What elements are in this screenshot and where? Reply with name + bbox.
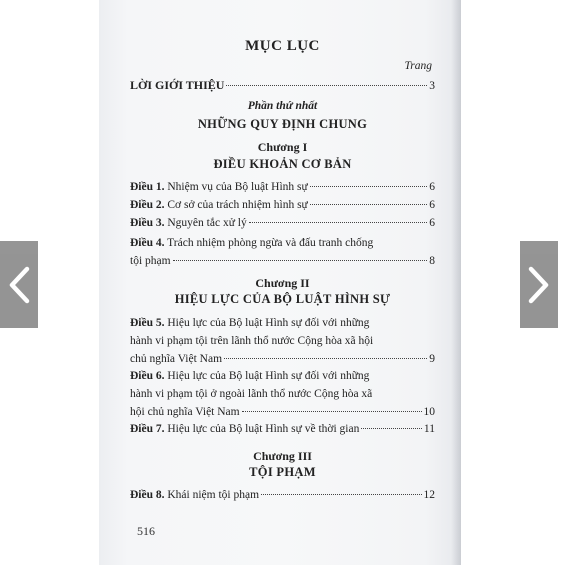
dot-leader bbox=[361, 428, 422, 429]
toc-entry bbox=[130, 216, 435, 230]
dot-leader bbox=[173, 260, 428, 261]
article-title: Trách nhiệm phòng ngừa và đấu tranh chống bbox=[167, 237, 374, 249]
toc-entry bbox=[130, 236, 435, 268]
article-page: 6 bbox=[429, 217, 435, 229]
toc-entry bbox=[130, 369, 435, 419]
chevron-left-icon bbox=[7, 265, 31, 305]
article-title: Hiệu lực của Bộ luật Hình sự đối với những bbox=[167, 370, 370, 382]
dot-leader bbox=[242, 411, 422, 412]
article-number: Điều 4. bbox=[130, 237, 165, 249]
toc-title: MỤC LỤC bbox=[245, 38, 320, 54]
chevron-right-icon bbox=[527, 265, 551, 305]
article-title-cont: tội phạm bbox=[130, 255, 171, 267]
article-title: Khái niệm tội phạm bbox=[167, 489, 260, 501]
chapter-label: Chương II bbox=[255, 276, 310, 290]
intro-page: 3 bbox=[429, 80, 435, 92]
article-number: Điều 1. bbox=[130, 181, 165, 193]
dot-leader bbox=[249, 222, 428, 223]
article-page: 12 bbox=[423, 489, 435, 501]
toc-entry bbox=[130, 198, 435, 212]
part-label: Phần thứ nhất bbox=[247, 100, 318, 112]
toc-entry bbox=[130, 422, 435, 436]
article-title-cont: hành vi phạm tội trên lãnh thổ nước Cộng hòa xã hội bbox=[130, 335, 374, 347]
article-title: Cơ sở của trách nhiệm hình sự bbox=[167, 199, 308, 211]
dot-leader bbox=[310, 204, 427, 205]
article-page: 6 bbox=[429, 199, 435, 211]
dot-leader bbox=[310, 186, 427, 187]
chapter-title: TỘI PHẠM bbox=[249, 465, 316, 479]
article-title: Hiệu lực của Bộ luật Hình sự về thời gian bbox=[167, 423, 360, 435]
toc-entry bbox=[130, 316, 435, 366]
dot-leader bbox=[261, 494, 421, 495]
article-page: 11 bbox=[423, 423, 435, 435]
article-page: 6 bbox=[429, 181, 435, 193]
chapter-label: Chương III bbox=[253, 449, 312, 463]
article-title-cont: hành vi phạm tội ở ngoài lãnh thổ nước Cộng hòa xã bbox=[130, 388, 373, 400]
article-number: Điều 8. bbox=[130, 489, 165, 501]
chapter-title: HIỆU LỰC CỦA BỘ LUẬT HÌNH SỰ bbox=[174, 292, 391, 306]
article-number: Điều 5. bbox=[130, 317, 165, 329]
article-title-cont: chủ nghĩa Việt Nam bbox=[130, 353, 223, 365]
article-title-cont: hội chủ nghĩa Việt Nam bbox=[130, 406, 240, 418]
article-title: Hiệu lực của Bộ luật Hình sự đối với những bbox=[167, 317, 370, 329]
article-number: Điều 3. bbox=[130, 217, 165, 229]
article-number: Điều 6. bbox=[130, 370, 165, 382]
dot-leader bbox=[226, 85, 427, 86]
intro-label: LỜI GIỚI THIỆU bbox=[130, 78, 225, 92]
intro-entry bbox=[130, 78, 435, 93]
part-title: NHỮNG QUY ĐỊNH CHUNG bbox=[197, 117, 368, 131]
next-image-button[interactable] bbox=[520, 241, 558, 328]
chapter-label: Chương I bbox=[257, 140, 308, 154]
article-title: Nguyên tắc xử lý bbox=[167, 217, 247, 229]
dot-leader bbox=[224, 358, 427, 359]
book-page-number: 516 bbox=[137, 524, 155, 538]
article-number: Điều 7. bbox=[130, 423, 165, 435]
article-page: 10 bbox=[423, 406, 435, 418]
article-title: Nhiệm vụ của Bộ luật Hình sự bbox=[167, 181, 308, 193]
toc-entry bbox=[130, 488, 435, 502]
toc-entry bbox=[130, 180, 435, 194]
previous-image-button[interactable] bbox=[0, 241, 38, 328]
article-page: 9 bbox=[429, 353, 435, 365]
page-column-label: Trang bbox=[404, 60, 432, 72]
article-number: Điều 2. bbox=[130, 199, 165, 211]
article-page: 8 bbox=[429, 255, 435, 267]
chapter-title: ĐIỀU KHOẢN CƠ BẢN bbox=[213, 157, 352, 171]
